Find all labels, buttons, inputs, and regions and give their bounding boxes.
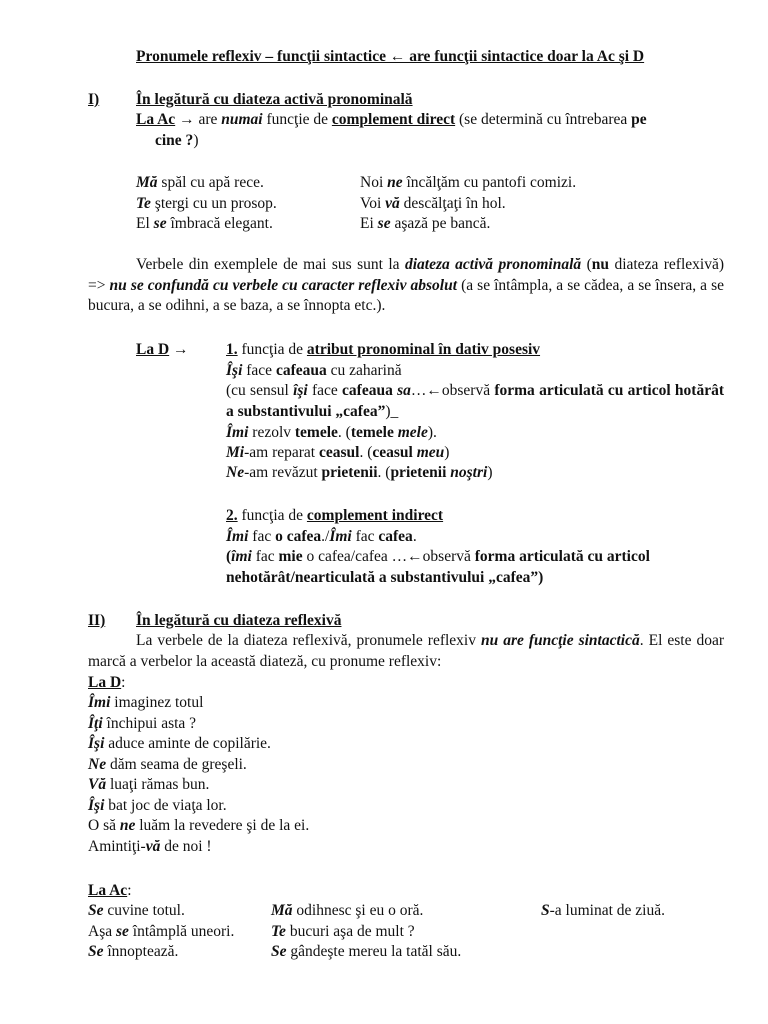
d-label: La D: [136, 341, 170, 358]
arrow-right-icon: →: [173, 341, 189, 358]
section-2-paragraph: La verbele de la diateza reflexivă, pronumele reflexiv nu are funcţie sintactică. El este doar marcă a verbelor la această diateză, cu pronume reflexiv:: [88, 632, 724, 670]
d1-example-3: Mi-am reparat ceasul. (ceasul meu): [226, 444, 450, 461]
example-line: Ei se aşază pe bancă.: [360, 215, 491, 232]
reflexive-pronoun: ne: [119, 817, 136, 834]
d1-example-4: Ne-am revăzut prietenii. (prietenii noştri): [226, 464, 493, 481]
ac-close: ): [193, 132, 199, 149]
arrow-right-icon: →: [179, 111, 195, 128]
ac-pe: pe: [631, 111, 647, 128]
ac-numai: numai: [221, 111, 263, 128]
d-label-line: [136, 340, 189, 361]
reflexive-pronoun: Mă: [271, 902, 293, 919]
example-line: El se îmbracă elegant.: [136, 215, 273, 232]
example-line: Ne dăm seama de greşeli.: [88, 755, 247, 773]
section-2-heading: În legătură cu diateza reflexivă: [136, 612, 342, 629]
d1-example-2: Îmi rezolv temele. (temele mele).: [226, 424, 437, 441]
reflexive-pronoun: Se: [88, 943, 104, 960]
d1-note: (cu sensul îşi face cafeaua sa…←observă forma articulată cu articol hotărât a substantivului „cafea”)_: [226, 382, 725, 420]
section-2-number: II): [88, 612, 106, 629]
s2-ac-label: La Ac: [88, 882, 128, 899]
example-line: Îşi bat joc de viaţa lor.: [88, 796, 227, 814]
s2-d-label-line: La D:: [88, 674, 126, 691]
reflexive-pronoun: Te: [271, 922, 286, 940]
reflexive-pronoun: Te: [136, 194, 151, 212]
s2-ac-label-line: La Ac:: [88, 882, 132, 899]
reflexive-pronoun: se: [115, 922, 129, 940]
reflexive-pronoun: S: [541, 902, 550, 919]
d2-heading: 2. funcţia de complement indirect: [226, 507, 444, 524]
reflexive-pronoun: se: [377, 215, 391, 232]
arrow-left-icon: ←: [426, 382, 442, 399]
verbs-paragraph: Verbele din exemplele de mai sus sunt la diateza activă pronominală (nu diateza reflexivă) => nu se confundă cu verbele cu caracter reflexiv absolut (a se întâmpla, a se cădea, a se însera, a se bucura, a se odihni, a se baza, a se înnopta etc.).: [88, 256, 724, 314]
ac-label: La Ac: [136, 111, 176, 128]
reflexive-pronoun: Mă: [136, 174, 158, 191]
example-line: S-a luminat de ziuă.: [541, 902, 665, 919]
d1-example-1: Îşi face cafeaua cu zaharină: [226, 362, 402, 379]
example-line: Noi ne încălţăm cu pantofi comizi.: [360, 174, 577, 191]
arrow-left-icon: ←: [407, 548, 423, 565]
example-line: Aşa se întâmplă uneori.: [88, 922, 235, 940]
ac-complement-direct: complement direct: [331, 111, 456, 128]
example-line: Se cuvine totul.: [88, 902, 185, 919]
reflexive-pronoun: Vă: [88, 776, 107, 793]
reflexive-pronoun: Îşi: [88, 796, 105, 814]
s2-d-label: La D: [88, 674, 122, 691]
example-line: Mă odihnesc şi eu o oră.: [271, 902, 424, 919]
example-line: Se gândeşte mereu la tatăl său.: [271, 943, 462, 960]
reflexive-pronoun: Îţi: [88, 714, 103, 732]
example-line: Te ştergi cu un prosop.: [136, 194, 277, 212]
section-1-number: I): [88, 91, 100, 108]
example-line: Se înnoptează.: [88, 943, 179, 960]
example-line: Îşi aduce aminte de copilărie.: [88, 735, 271, 752]
reflexive-pronoun: Ne: [88, 755, 107, 773]
d2-example-1: Îmi fac o cafea./Îmi fac cafea.: [226, 528, 417, 545]
example-line: Îmi imaginez totul: [88, 694, 204, 711]
d1-heading: 1. funcţia de atribut pronominal în dativ posesiv: [226, 341, 541, 358]
page-title: Pronumele reflexiv – funcţii sintactice ← are funcţii sintactice doar la Ac şi D: [136, 48, 645, 65]
ac-text-3: (se determină cu întrebarea: [455, 111, 632, 128]
ac-text-2: funcţie de: [262, 111, 332, 128]
reflexive-pronoun: Îşi: [88, 735, 105, 752]
reflexive-pronoun: ne: [387, 174, 403, 191]
section-1-heading: În legătură cu diateza activă pronominală: [136, 91, 413, 108]
example-line: Îţi închipui asta ?: [88, 714, 197, 732]
ac-cine: cine ?: [155, 132, 194, 149]
d2-note: (îmi fac mie o cafea/cafea …←observă forma articulată cu articol nehotărât/nearticulată a substantivului „cafea”): [226, 548, 650, 586]
example-line: Voi vă descălţaţi în hol.: [360, 194, 506, 212]
reflexive-pronoun: se: [153, 215, 167, 232]
example-line: Amintiţi-vă de noi !: [88, 837, 212, 855]
reflexive-pronoun: Îmi: [88, 694, 111, 711]
ac-rule-line: [136, 110, 647, 131]
reflexive-pronoun: vă: [385, 194, 400, 212]
example-line: Te bucuri aşa de mult ?: [271, 922, 415, 940]
example-line: Mă spăl cu apă rece.: [136, 174, 264, 191]
example-line: Vă luaţi rămas bun.: [88, 776, 210, 793]
reflexive-pronoun: Se: [88, 902, 104, 919]
example-line: O să ne luăm la revedere şi de la ei.: [88, 817, 310, 834]
ac-text-1: are: [194, 111, 222, 128]
ac-rule-line-2: [155, 131, 198, 152]
reflexive-pronoun: Se: [271, 943, 287, 960]
reflexive-pronoun: vă: [145, 837, 161, 855]
